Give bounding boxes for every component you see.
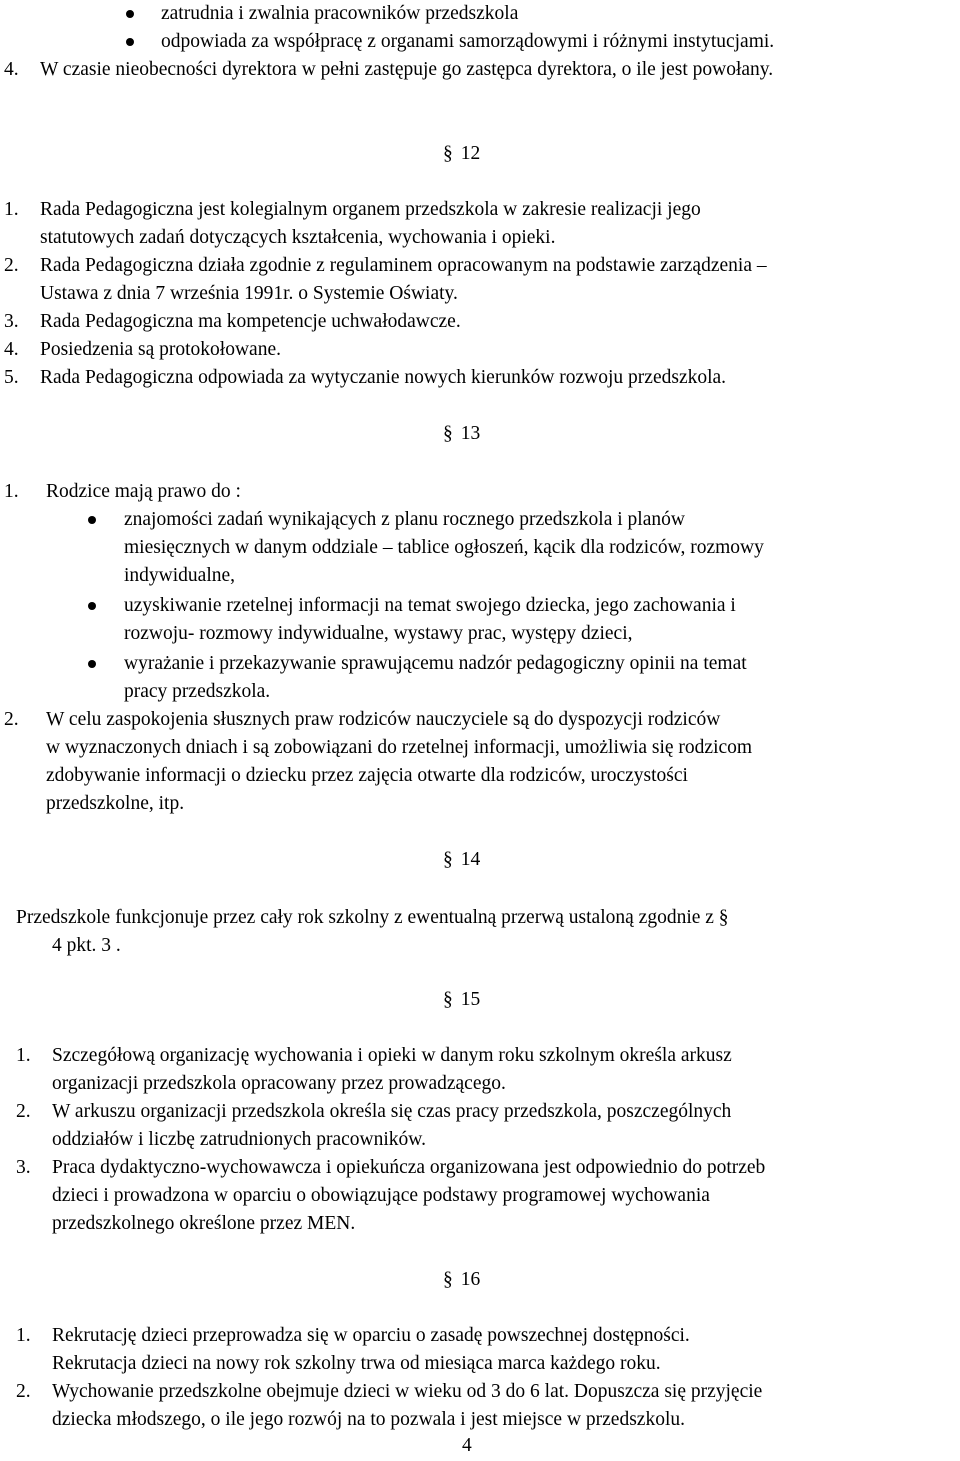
document-page: zatrudnia i zwalnia pracowników przedszkola odpowiada za współpracę z organami samorządowymi i różnymi instytucjami. 4. W czasie nieobecności dyrektora w pełni zastępuje go zastępca dyrektora, o ile jest powołany. § 12 1. Rada Pedagogiczna jest kolegialnym organem przedszkola w zakresie realizacji jego statutowych zadań dotyczących kształcenia, wychowania i opieki. 2. Rada Pedagogiczna działa zgodnie z regulaminem opracowanym na podstawie zarządzenia – Ustawa z dnia 7 września 1991r. o Systemie Oświaty. 3. Rada Pedagogiczna ma kompetencje uchwałodawcze. 4. Posiedzenia są protokołowane. 5. Rada Pedagogiczna odpowiada za wytyczanie nowych kierunków rozwoju przedszkola. § 13 1. Rodzice mają prawo do : znajomości zadań wynikających z planu rocznego przedszkola i planów miesięcznych w danym oddziale – tablice ogłoszeń, kącik dla rodziców, rozmowy indywidualne, uzyskiwanie rzetelnej informacji na temat swojego dziecka, jego zachowania i rozwoju- rozmowy indywidualne, wystawy prac, występy dzieci, wyrażanie i przekazywanie sprawującemu nadzór pedagogiczny opinii na temat pracy przedszkola. 2. W celu zaspokojenia słusznych praw rodziców nauczyciele są do dyspozycji rodziców w wyznaczonych dniach i są zobowiązani do rzetelnej informacji, umożliwia się rodzicom zdobywanie informacji o dziecku przez zajęcia otwarte dla rodziców, uroczystości przedszkolne, itp. § 14 Przedszkole funkcjonuje przez cały rok szkolny z ewentualną przerwą ustaloną zgodnie z § 4 pkt. 3 . § 15 1. Szczegółową organizację wychowania i opieki w danym roku szkolnym określa arkusz organizacji przedszkola opracowany przez prowadzącego. 2. W arkuszu organizacji przedszkola określa się czas pracy przedszkola, poszczególnych oddziałów i liczbę zatrudnionych pracowników. 3. Praca dydaktyczno-wychowawcza i opiekuńcza organizowana jest odpowiednio do potrzeb dzieci i prowadzona w oparciu o obowiązujące podstawy programowej wychowania przedszkolnego określone przez MEN. § 16 1. Rekrutację dzieci przeprowadza się w oparciu o zasadę powszechnej dostępności. Rekrutacja dzieci na nowy rok szkolny trwa od miesiąca marca każdego roku. 2. Wychowanie przedszkolne obejmuje dzieci w wieku od 3 do 6 lat. Dopuszcza się przyjęcie dziecka młodszego, o ile jego rozwój na to pozwala i jest miejsce w przedszkolu. 4: [0, 0, 960, 1460]
page-number: 4: [462, 1435, 472, 1456]
section-heading: § 14: [443, 846, 480, 875]
paragraph-line: Rada Pedagogiczna działa zgodnie z regulaminem opracowanym na podstawie zarządzenia –: [40, 255, 767, 276]
paragraph: W czasie nieobecności dyrektora w pełni zastępuje go zastępca dyrektora, o ile jest powołany.: [40, 59, 774, 80]
paragraph-line: Wychowanie przedszkolne obejmuje dzieci w wieku od 3 do 6 lat. Dopuszcza się przyjęcie: [52, 1381, 763, 1402]
section-symbol: §: [443, 1269, 453, 1290]
paragraph-line: Ustawa z dnia 7 września 1991r. o Systemie Oświaty.: [40, 283, 458, 304]
section-heading: § 13: [443, 420, 480, 449]
section-symbol: §: [443, 423, 453, 444]
paragraph-line: dzieci i prowadzona w oparciu o obowiązujące podstawy programowej wychowania: [52, 1185, 710, 1206]
item-number: 2.: [4, 709, 19, 730]
item-number: 2.: [16, 1101, 31, 1122]
paragraph-line: oddziałów i liczbę zatrudnionych pracowników.: [52, 1129, 426, 1150]
item-number: 1.: [16, 1325, 31, 1346]
item-number: 3.: [16, 1157, 31, 1178]
bullet-icon: [88, 602, 96, 610]
section-symbol: §: [443, 989, 453, 1010]
paragraph-line: Rodzice mają prawo do :: [46, 481, 241, 502]
item-number: 5.: [4, 367, 19, 388]
section-heading: § 16: [443, 1266, 480, 1295]
item-number: 2.: [16, 1381, 31, 1402]
paragraph-line: dziecka młodszego, o ile jego rozwój na to pozwala i jest miejsce w przedszkolu.: [52, 1409, 685, 1430]
paragraph-line: Praca dydaktyczno-wychowawcza i opiekuńcza organizowana jest odpowiednio do potrzeb: [52, 1157, 766, 1178]
paragraph-line: statutowych zadań dotyczących kształcenia, wychowania i opieki.: [40, 227, 556, 248]
item-number: 1.: [4, 481, 19, 502]
section-heading: § 12: [443, 140, 480, 169]
paragraph-line: Rekrutację dzieci przeprowadza się w oparciu o zasadę powszechnej dostępności.: [52, 1325, 690, 1346]
paragraph-line: Rada Pedagogiczna ma kompetencje uchwałodawcze.: [40, 311, 461, 332]
item-number: 1.: [16, 1045, 31, 1066]
paragraph-line: Rekrutacja dzieci na nowy rok szkolny trwa od miesiąca marca każdego roku.: [52, 1353, 661, 1374]
section-symbol: §: [443, 849, 453, 870]
item-number: 4.: [4, 59, 19, 80]
paragraph-line: W arkuszu organizacji przedszkola określa się czas pracy przedszkola, poszczególnych: [52, 1101, 732, 1122]
bullet-icon: [88, 660, 96, 668]
item-number: 4.: [4, 339, 19, 360]
section-heading: § 15: [443, 986, 480, 1015]
item-number: 1.: [4, 199, 19, 220]
paragraph-line: Posiedzenia są protokołowane.: [40, 339, 281, 360]
item-number: 3.: [4, 311, 19, 332]
paragraph-line: Rada Pedagogiczna jest kolegialnym organem przedszkola w zakresie realizacji jego: [40, 199, 701, 220]
section-symbol: §: [443, 143, 453, 164]
paragraph-line: 4 pkt. 3 .: [52, 935, 121, 956]
paragraph-line: W celu zaspokojenia słusznych praw rodziców nauczyciele są do dyspozycji rodziców: [46, 709, 721, 730]
section-symbol: §: [718, 907, 729, 928]
paragraph-line: przedszkolnego określone przez MEN.: [52, 1213, 356, 1234]
paragraph-line: Szczegółową organizację wychowania i opieki w danym roku szkolnym określa arkusz: [52, 1045, 732, 1066]
paragraph-line: Rada Pedagogiczna odpowiada za wytyczanie nowych kierunków rozwoju przedszkola.: [40, 367, 727, 388]
paragraph-line: zdobywanie informacji o dziecku przez zajęcia otwarte dla rodziców, uroczystości: [46, 765, 688, 786]
bullet-icon: [126, 38, 134, 46]
bullet-icon: [88, 516, 96, 524]
paragraph-line: Przedszkole funkcjonuje przez cały rok szkolny z ewentualną przerwą ustaloną zgodnie z §: [16, 907, 729, 928]
item-number: 2.: [4, 255, 19, 276]
bullet-icon: [126, 10, 134, 18]
paragraph-line: organizacji przedszkola opracowany przez prowadzącego.: [52, 1073, 506, 1094]
paragraph-line: w wyznaczonych dniach i są zobowiązani do rzetelnej informacji, umożliwia się rodzicom: [46, 737, 753, 758]
paragraph-line: przedszkolne, itp.: [46, 793, 185, 814]
